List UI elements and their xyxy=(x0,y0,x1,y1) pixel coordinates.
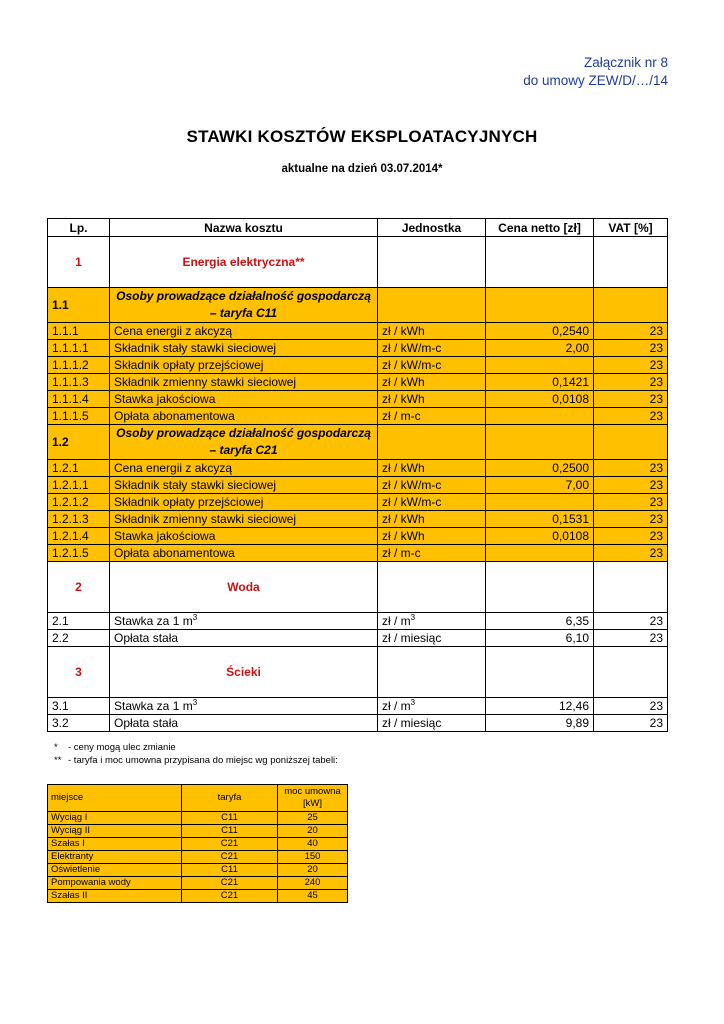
row-lp-text: 1.2.1 xyxy=(52,461,79,475)
section-row xyxy=(48,647,668,698)
row-price-text: 0,1531 xyxy=(552,512,589,526)
header-vat: VAT [%] xyxy=(594,219,668,237)
table-row xyxy=(48,715,668,732)
row-name-text: Osoby prowadzące działalność gospodarczą – taryfa C11 xyxy=(116,289,371,320)
row-price-text: 0,0108 xyxy=(552,529,589,543)
row-vat xyxy=(594,340,668,357)
row-vat xyxy=(594,391,668,408)
table-row xyxy=(48,391,668,408)
row-unit xyxy=(378,715,486,732)
row-vat xyxy=(594,460,668,477)
table-row xyxy=(48,374,668,391)
row-lp-text: 1.2.1.3 xyxy=(52,512,89,526)
row-name xyxy=(110,357,378,374)
tariff-place: Oświetlenie xyxy=(48,864,182,877)
row-vat xyxy=(594,288,668,323)
row-vat-text: 23 xyxy=(649,529,663,543)
row-name xyxy=(110,698,378,715)
table-row xyxy=(48,698,668,715)
row-lp xyxy=(48,391,110,408)
row-vat-text: 23 xyxy=(649,546,663,560)
row-lp xyxy=(48,340,110,357)
tariff-tariff: C11 xyxy=(182,825,278,838)
tariff-place: Szałas II xyxy=(48,890,182,903)
row-vat-text: 23 xyxy=(649,614,663,628)
row-vat-text: 23 xyxy=(649,392,663,406)
row-lp-text: 1.1.1.5 xyxy=(52,409,89,423)
tariff-tariff: C21 xyxy=(182,877,278,890)
row-unit xyxy=(378,545,486,562)
row-price xyxy=(486,477,594,494)
row-price xyxy=(486,494,594,511)
tariff-power: 20 xyxy=(278,825,348,838)
row-name xyxy=(110,715,378,732)
row-name xyxy=(110,511,378,528)
tariff-tariff: C11 xyxy=(182,812,278,825)
header-lp: Lp. xyxy=(48,219,110,237)
row-lp-text: 1.2.1.1 xyxy=(52,478,89,492)
row-lp xyxy=(48,698,110,715)
row-price-text: 7,00 xyxy=(565,478,589,492)
tariff-table-body xyxy=(48,785,348,903)
row-name-text: Składnik opłaty przejściowej xyxy=(114,358,264,372)
row-lp xyxy=(48,715,110,732)
row-name-text: Składnik zmienny stawki sieciowej xyxy=(114,512,297,526)
row-vat xyxy=(594,715,668,732)
row-price-text: 12,46 xyxy=(558,699,589,713)
row-lp-text: 1.1.1.4 xyxy=(52,392,89,406)
row-vat-text: 23 xyxy=(649,478,663,492)
table-row xyxy=(48,340,668,357)
row-vat xyxy=(594,425,668,460)
row-price-text: 6,35 xyxy=(565,614,589,628)
footnote-text: - taryfa i moc umowna przypisana do miejsc wg poniższej tabeli: xyxy=(68,755,338,766)
row-price xyxy=(486,562,594,613)
document-subtitle: aktualne na dzień 03.07.2014* xyxy=(281,163,443,175)
tariff-place: Wyciąg I xyxy=(48,812,182,825)
table-row xyxy=(48,528,668,545)
row-price xyxy=(486,460,594,477)
document-title: STAWKI KOSZTÓW EKSPLOATACYJNYCH xyxy=(186,127,538,146)
row-lp-text: 3.2 xyxy=(52,716,69,730)
row-price xyxy=(486,647,594,698)
row-lp-text: 2.1 xyxy=(52,614,69,628)
row-name-text: Cena energii z akcyzą xyxy=(114,461,233,475)
row-name xyxy=(110,647,378,698)
row-price-text: 0,0108 xyxy=(552,392,589,406)
table-row xyxy=(48,613,668,630)
row-price xyxy=(486,715,594,732)
row-lp xyxy=(48,408,110,425)
row-vat xyxy=(594,545,668,562)
row-name-text: Opłata abonamentowa xyxy=(114,409,235,423)
table-row xyxy=(48,511,668,528)
section-row xyxy=(48,237,668,288)
row-unit xyxy=(378,237,486,288)
row-vat xyxy=(594,528,668,545)
row-lp xyxy=(48,477,110,494)
tariff-place: Szałas I xyxy=(48,838,182,851)
table-row xyxy=(48,477,668,494)
row-name-text: Opłata stała xyxy=(114,631,179,645)
row-unit xyxy=(378,528,486,545)
row-vat-text: 23 xyxy=(649,699,663,713)
row-name-text: Opłata abonamentowa xyxy=(114,546,235,560)
row-lp xyxy=(48,528,110,545)
row-unit-text: zł / kW/m-c xyxy=(382,478,442,492)
footnote-mark: * xyxy=(54,742,58,753)
row-price-text: 0,2500 xyxy=(552,461,589,475)
row-vat xyxy=(594,374,668,391)
annex-line-2: do umowy ZEW/D/…/14 xyxy=(523,73,668,88)
row-lp-text: 1.2.1.5 xyxy=(52,546,89,560)
row-name xyxy=(110,425,378,460)
tariff-tariff: C21 xyxy=(182,851,278,864)
header-name: Nazwa kosztu xyxy=(110,219,378,237)
row-unit xyxy=(378,494,486,511)
row-name-text: Stawka za 1 m xyxy=(114,699,193,713)
row-lp-text: 1.1.1.1 xyxy=(52,341,89,355)
row-vat xyxy=(594,408,668,425)
tariff-place: Wyciąg II xyxy=(48,825,182,838)
tariff-power: 25 xyxy=(278,812,348,825)
tariff-tariff: C21 xyxy=(182,890,278,903)
table-row xyxy=(48,357,668,374)
row-price xyxy=(486,340,594,357)
row-price xyxy=(486,374,594,391)
row-name xyxy=(110,323,378,340)
row-lp xyxy=(48,545,110,562)
row-name xyxy=(110,613,378,630)
row-vat xyxy=(594,630,668,647)
row-unit xyxy=(378,630,486,647)
row-unit-text: zł / miesiąc xyxy=(382,631,442,645)
row-lp xyxy=(48,647,110,698)
row-unit xyxy=(378,647,486,698)
tariff-power: 150 xyxy=(278,851,348,864)
footnote xyxy=(54,741,338,754)
row-vat xyxy=(594,647,668,698)
row-name xyxy=(110,460,378,477)
row-vat xyxy=(594,357,668,374)
row-name-text: Energia elektryczna** xyxy=(182,255,305,269)
row-vat-text: 23 xyxy=(649,341,663,355)
row-unit xyxy=(378,391,486,408)
tariff-row xyxy=(48,851,348,864)
row-name-text: Składnik zmienny stawki sieciowej xyxy=(114,375,297,389)
row-name-text: Cena energii z akcyzą xyxy=(114,324,233,338)
row-lp xyxy=(48,425,110,460)
row-unit-text: zł / kW/m-c xyxy=(382,341,442,355)
cost-table-body xyxy=(48,237,668,732)
tariff-power: 40 xyxy=(278,838,348,851)
row-lp-text: 1.1.1 xyxy=(52,324,79,338)
table-row xyxy=(48,460,668,477)
row-price xyxy=(486,323,594,340)
cost-table-header xyxy=(48,219,668,237)
row-name xyxy=(110,237,378,288)
tariff-place: Pompowania wody xyxy=(48,877,182,890)
row-lp-text: 1 xyxy=(75,255,82,269)
row-name xyxy=(110,374,378,391)
row-name-text: Osoby prowadzące działalność gospodarczą – taryfa C21 xyxy=(116,426,371,457)
row-unit-text: zł / kW/m-c xyxy=(382,495,442,509)
superscript: 3 xyxy=(192,698,198,707)
row-price xyxy=(486,511,594,528)
row-lp xyxy=(48,237,110,288)
row-name-text: Stawka jakościowa xyxy=(114,392,216,406)
tariff-tariff: C11 xyxy=(182,864,278,877)
row-lp-text: 1.2.1.4 xyxy=(52,529,89,543)
row-unit-text: zł / kWh xyxy=(382,375,425,389)
row-price xyxy=(486,545,594,562)
row-unit xyxy=(378,511,486,528)
row-price xyxy=(486,425,594,460)
row-vat xyxy=(594,494,668,511)
row-vat-text: 23 xyxy=(649,461,663,475)
tariff-row xyxy=(48,812,348,825)
table-row xyxy=(48,630,668,647)
row-vat-text: 23 xyxy=(649,324,663,338)
row-lp xyxy=(48,460,110,477)
footnotes xyxy=(54,741,338,767)
row-name xyxy=(110,391,378,408)
row-unit-text: zł / kW/m-c xyxy=(382,358,442,372)
tariff-header-tariff: taryfa xyxy=(182,785,278,812)
row-name-text: Składnik stały stawki sieciowej xyxy=(114,341,277,355)
tariff-header-power: moc umowna [kW] xyxy=(278,785,348,812)
row-name-text: Ścieki xyxy=(226,665,261,679)
row-lp xyxy=(48,374,110,391)
tariff-row xyxy=(48,864,348,877)
row-vat-text: 23 xyxy=(649,495,663,509)
row-price-text: 9,89 xyxy=(565,716,589,730)
tariff-header-place: miejsce xyxy=(48,785,182,812)
row-unit xyxy=(378,323,486,340)
row-lp xyxy=(48,494,110,511)
row-unit-text: zł / kWh xyxy=(382,529,425,543)
table-row xyxy=(48,494,668,511)
row-name xyxy=(110,528,378,545)
row-unit xyxy=(378,408,486,425)
row-unit xyxy=(378,698,486,715)
row-lp-text: 1.1 xyxy=(52,298,69,312)
group-row xyxy=(48,288,668,323)
row-vat xyxy=(594,323,668,340)
row-unit-text: zł / m xyxy=(382,614,411,628)
row-unit-text: zł / miesiąc xyxy=(382,716,442,730)
row-lp xyxy=(48,613,110,630)
row-unit xyxy=(378,340,486,357)
row-price xyxy=(486,357,594,374)
tariff-row xyxy=(48,877,348,890)
table-row xyxy=(48,323,668,340)
row-lp-text: 2.2 xyxy=(52,631,69,645)
row-lp-text: 1.1.1.3 xyxy=(52,375,89,389)
annex-line-1: Załącznik nr 8 xyxy=(583,55,668,70)
row-price xyxy=(486,528,594,545)
row-vat xyxy=(594,477,668,494)
row-vat-text: 23 xyxy=(649,375,663,389)
superscript: 3 xyxy=(410,698,416,707)
row-vat xyxy=(594,562,668,613)
superscript: 3 xyxy=(192,613,198,622)
footnote-text: - ceny mogą ulec zmianie xyxy=(68,742,176,753)
tariff-power: 20 xyxy=(278,864,348,877)
row-lp-text: 1.2 xyxy=(52,435,69,449)
group-row xyxy=(48,425,668,460)
row-vat xyxy=(594,613,668,630)
row-name xyxy=(110,477,378,494)
row-vat xyxy=(594,698,668,715)
row-lp-text: 3 xyxy=(75,665,82,679)
row-lp xyxy=(48,630,110,647)
row-unit-text: zł / kWh xyxy=(382,512,425,526)
row-unit-text: zł / m-c xyxy=(382,409,421,423)
row-unit-text: zł / kWh xyxy=(382,461,425,475)
row-vat xyxy=(594,511,668,528)
row-lp xyxy=(48,323,110,340)
row-unit-text: zł / m-c xyxy=(382,546,421,560)
row-price xyxy=(486,288,594,323)
tariff-row xyxy=(48,890,348,903)
row-price xyxy=(486,391,594,408)
row-vat-text: 23 xyxy=(649,631,663,645)
row-lp-text: 3.1 xyxy=(52,699,69,713)
row-name-text: Stawka jakościowa xyxy=(114,529,216,543)
row-lp-text: 1.2.1.2 xyxy=(52,495,89,509)
table-row xyxy=(48,545,668,562)
row-unit xyxy=(378,477,486,494)
tariff-place: Elektranty xyxy=(48,851,182,864)
row-price-text: 6,10 xyxy=(565,631,589,645)
row-lp xyxy=(48,511,110,528)
row-unit xyxy=(378,374,486,391)
row-vat-text: 23 xyxy=(649,512,663,526)
row-price-text: 2,00 xyxy=(565,341,589,355)
row-vat-text: 23 xyxy=(649,358,663,372)
row-unit xyxy=(378,460,486,477)
row-name-text: Składnik opłaty przejściowej xyxy=(114,495,264,509)
table-row xyxy=(48,408,668,425)
row-price xyxy=(486,630,594,647)
section-row xyxy=(48,562,668,613)
row-unit xyxy=(378,613,486,630)
row-unit-text: zł / kWh xyxy=(382,324,425,338)
row-unit-text: zł / kWh xyxy=(382,392,425,406)
row-price xyxy=(486,237,594,288)
row-unit xyxy=(378,562,486,613)
footnote-mark: ** xyxy=(54,755,62,766)
annex-note xyxy=(523,54,668,90)
row-vat-text: 23 xyxy=(649,409,663,423)
row-price xyxy=(486,408,594,425)
tariff-table-header xyxy=(48,785,348,812)
row-lp-text: 2 xyxy=(75,580,82,594)
superscript: 3 xyxy=(410,613,416,622)
row-unit xyxy=(378,288,486,323)
tariff-power: 45 xyxy=(278,890,348,903)
row-name xyxy=(110,494,378,511)
row-price-text: 0,1421 xyxy=(552,375,589,389)
tariff-table xyxy=(47,784,348,903)
row-name-text: Opłata stała xyxy=(114,716,179,730)
row-name-text: Stawka za 1 m xyxy=(114,614,193,628)
row-lp xyxy=(48,357,110,374)
tariff-tariff: C21 xyxy=(182,838,278,851)
row-name xyxy=(110,545,378,562)
row-unit-text: zł / m xyxy=(382,699,411,713)
row-lp xyxy=(48,288,110,323)
row-name xyxy=(110,340,378,357)
row-name xyxy=(110,562,378,613)
row-name xyxy=(110,288,378,323)
cost-table xyxy=(47,218,668,732)
row-unit xyxy=(378,425,486,460)
tariff-row xyxy=(48,825,348,838)
row-name xyxy=(110,408,378,425)
row-vat xyxy=(594,237,668,288)
header-unit: Jednostka xyxy=(378,219,486,237)
row-price-text: 0,2540 xyxy=(552,324,589,338)
footnote xyxy=(54,754,338,767)
row-price xyxy=(486,698,594,715)
row-name xyxy=(110,630,378,647)
row-lp-text: 1.1.1.2 xyxy=(52,358,89,372)
row-lp xyxy=(48,562,110,613)
row-price xyxy=(486,613,594,630)
row-vat-text: 23 xyxy=(649,716,663,730)
row-name-text: Woda xyxy=(227,580,260,594)
header-price: Cena netto [zł] xyxy=(486,219,594,237)
row-unit xyxy=(378,357,486,374)
row-name-text: Składnik stały stawki sieciowej xyxy=(114,478,277,492)
tariff-row xyxy=(48,838,348,851)
tariff-power: 240 xyxy=(278,877,348,890)
